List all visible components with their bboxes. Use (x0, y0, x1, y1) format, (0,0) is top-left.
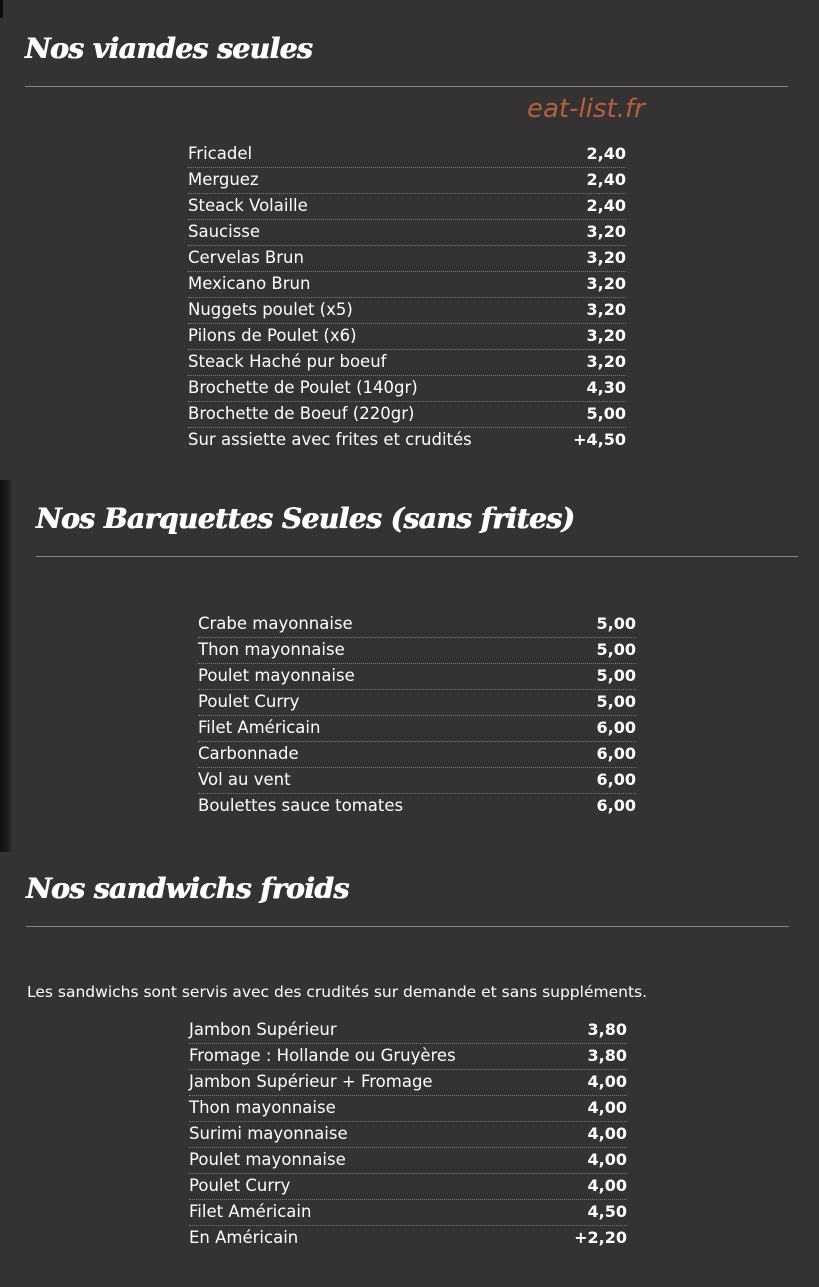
item-name: Brochette de Poulet (140gr) (188, 378, 418, 397)
item-price: 4,00 (587, 1176, 627, 1195)
menu-item (188, 194, 626, 220)
item-name: Filet Américain (189, 1202, 312, 1221)
item-name: Merguez (188, 170, 259, 189)
menu-item (189, 1226, 627, 1252)
item-price: +4,50 (573, 430, 626, 449)
menu-item (189, 1174, 627, 1200)
item-name: Thon mayonnaise (189, 1098, 336, 1117)
menu-item (188, 428, 626, 454)
item-name: Fromage : Hollande ou Gruyères (189, 1046, 456, 1065)
item-price: 3,20 (586, 352, 626, 371)
item-name: En Américain (189, 1228, 299, 1247)
item-price: 4,00 (587, 1150, 627, 1169)
item-name: Carbonnade (198, 744, 299, 763)
menu-list (189, 1018, 627, 1252)
item-name: Filet Américain (198, 718, 321, 737)
item-price: 3,20 (586, 300, 626, 319)
item-name: Crabe mayonnaise (198, 614, 353, 633)
menu-item (198, 638, 636, 664)
item-name: Saucisse (188, 222, 261, 241)
menu-item (188, 376, 626, 402)
menu-item (198, 768, 636, 794)
sandwich-note: Les sandwichs sont servis avec des crudités sur demande et sans suppléments. (27, 983, 648, 1001)
menu-item (198, 664, 636, 690)
menu-item (188, 402, 626, 428)
item-name: Poulet Curry (198, 692, 300, 711)
item-price: 6,00 (596, 744, 636, 763)
menu-item (189, 1148, 627, 1174)
menu-item (188, 142, 626, 168)
item-name: Sur assiette avec frites et crudités (188, 430, 472, 449)
item-price: 3,20 (586, 326, 626, 345)
item-price: 5,00 (596, 640, 636, 659)
item-price: 4,30 (586, 378, 626, 397)
item-price: 2,40 (586, 170, 626, 189)
item-price: 5,00 (586, 404, 626, 423)
section-title: Nos sandwichs froids (26, 872, 349, 905)
menu-item (198, 794, 636, 820)
menu-item (188, 168, 626, 194)
menu-item (188, 298, 626, 324)
menu-item (188, 324, 626, 350)
item-price: 3,20 (586, 248, 626, 267)
menu-item (189, 1018, 627, 1044)
item-price: 5,00 (596, 692, 636, 711)
menu-item (188, 246, 626, 272)
item-name: Boulettes sauce tomates (198, 796, 404, 815)
item-name: Steack Volaille (188, 196, 308, 215)
item-price: 3,20 (586, 222, 626, 241)
item-name: Steack Haché pur boeuf (188, 352, 387, 371)
item-name: Vol au vent (198, 770, 291, 789)
item-price: 5,00 (596, 614, 636, 633)
section-divider (26, 926, 789, 927)
menu-item (189, 1070, 627, 1096)
item-price: +2,20 (574, 1228, 627, 1247)
item-price: 3,80 (587, 1046, 627, 1065)
item-name: Thon mayonnaise (198, 640, 345, 659)
watermark-text: eat-list.fr (527, 94, 645, 124)
item-name: Cervelas Brun (188, 248, 304, 267)
menu-item (188, 350, 626, 376)
item-price: 6,00 (596, 796, 636, 815)
item-name: Jambon Supérieur (189, 1020, 337, 1039)
item-name: Nuggets poulet (x5) (188, 300, 353, 319)
section-divider (25, 86, 788, 87)
item-price: 6,00 (596, 718, 636, 737)
item-price: 4,50 (587, 1202, 627, 1221)
item-name: Jambon Supérieur + Fromage (189, 1072, 433, 1091)
item-price: 2,40 (586, 196, 626, 215)
section-title: Nos viandes seules (25, 32, 313, 65)
item-price: 4,00 (587, 1098, 627, 1117)
menu-item (189, 1122, 627, 1148)
item-price: 2,40 (586, 144, 626, 163)
item-name: Fricadel (188, 144, 253, 163)
item-name: Pilons de Poulet (x6) (188, 326, 357, 345)
item-price: 3,80 (587, 1020, 627, 1039)
menu-item (189, 1096, 627, 1122)
item-price: 4,00 (587, 1072, 627, 1091)
item-name: Surimi mayonnaise (189, 1124, 348, 1143)
item-name: Poulet Curry (189, 1176, 291, 1195)
menu-item (198, 716, 636, 742)
menu-item (198, 690, 636, 716)
item-price: 4,00 (587, 1124, 627, 1143)
item-name: Mexicano Brun (188, 274, 311, 293)
menu-item (189, 1044, 627, 1070)
item-price: 3,20 (586, 274, 626, 293)
section-title: Nos Barquettes Seules (sans frites) (36, 502, 575, 535)
menu-list (188, 142, 626, 454)
menu-item (198, 742, 636, 768)
menu-list (198, 612, 636, 820)
item-name: Poulet mayonnaise (189, 1150, 346, 1169)
section-divider (36, 556, 798, 557)
item-price: 6,00 (596, 770, 636, 789)
item-name: Poulet mayonnaise (198, 666, 355, 685)
menu-item (188, 272, 626, 298)
item-price: 5,00 (596, 666, 636, 685)
menu-item (188, 220, 626, 246)
left-edge-decoration (0, 0, 3, 18)
menu-item (189, 1200, 627, 1226)
left-edge-decoration (0, 480, 11, 852)
item-name: Brochette de Boeuf (220gr) (188, 404, 415, 423)
menu-item (198, 612, 636, 638)
